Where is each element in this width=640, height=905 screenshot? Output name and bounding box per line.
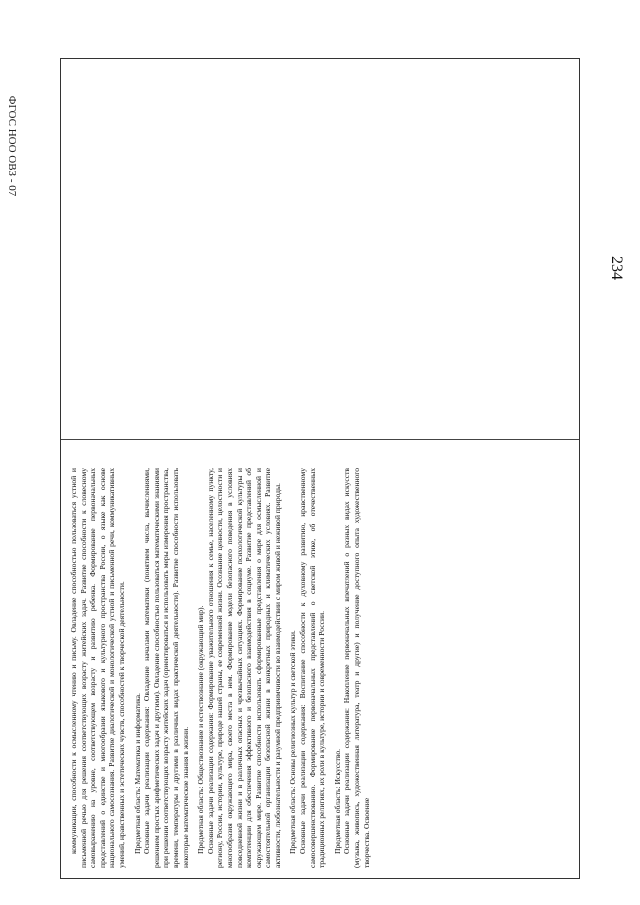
section-heading: Предметная область: Искусство. <box>332 748 342 854</box>
page-number-wrap <box>607 256 625 896</box>
paragraph: Основные задачи реализации содержания: Воспитание способности к духовному развитию, нравственному самосовершенствованию. Формирование первоначальных представлений о светской этике, об отечественных традиционных религиях, их роли в культуре, истории и современности России. <box>298 468 327 868</box>
paragraph: Основные задачи реализации содержания: Накопление первоначальных впечатлений о разных видах искусств (музыка, живопись, художественная литература, театр и другие) и получение доступного опыта художественного творчества. Освоение <box>342 468 371 868</box>
section-heading: Предметная область: Обществознание и естествознание (окружающий мир). <box>196 605 206 854</box>
document-code-label: ФГОС НОО ОВЗ - 07 <box>6 95 19 197</box>
section-heading: Предметная область: Основы религиозных культур и светской этики. <box>288 630 298 854</box>
page-number: 234 <box>608 256 625 280</box>
paragraph: коммуникации, способности к осмысленному чтению и письму. Овладение способностью пользоваться устной и письменной речью для решения соответствующих возрасту житейских задач. Развитие способности к словесному самовыражению на уровне, соответствующем возрасту и развитию ребенка. Формирование первоначальных представлений о единстве и многообразии языкового и культурного пространства России, о языке как основе национального самосознания. Развитие диалогической и монологической устной и письменной речи, коммуникативных умений, нравственных и эстетических чувств, способностей к творческой деятельности. <box>69 468 126 868</box>
paragraph: Основные задачи реализации содержания: Овладение началами математики (понятием числа, вычислениями, решением простых арифметических задач и другими). Овладение способностью пользоваться математическими знаниями при решении соответствующих возрасту житейских задач (ориентироваться и использовать меры измерения пространства, времени, температуры и другими в различных видах практической деятельности). Развитие способности использовать некоторые математические знания в жизни. <box>142 468 190 868</box>
paragraph: Основные задачи реализации содержания: Формирование уважительного отношения к семье, населенному пункту, региону, России, истории, культуре, природе нашей страны, ее современной жизни. Осознание ценности, целостности и многообразия окружающего мира, своего места в нем. Формирование модели безопасного поведения в условиях повседневной жизни и в различных опасных и чрезвычайных ситуациях. Формирование психологической культуры и компетенции для обеспечения эффективного и безопасного взаимодействия в социуме. Развитие представлений об окружающем мире. Развитие способности использовать сформированные представления о мире для осмысленной и самостоятельной организации безопасной жизни в конкретных природных и климатических условиях. Развитие активности, любознательности и разумной предприимчивости во взаимодействии с миром живой и неживой природы. <box>205 468 282 868</box>
section-heading: Предметная область: Математика и информатика. <box>132 693 142 854</box>
document-text <box>69 468 575 868</box>
rotated-cell <box>61 59 581 880</box>
content-table <box>60 58 580 879</box>
